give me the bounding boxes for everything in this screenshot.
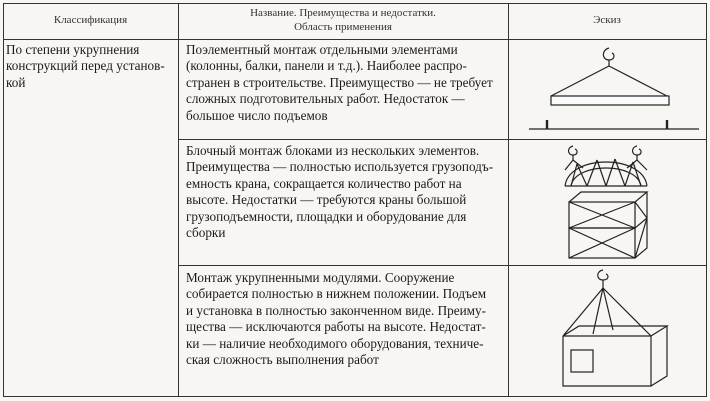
description-line: и установка в полностью законченном виде. Преиму- (186, 302, 486, 318)
header-sketch: Эскиз (593, 14, 621, 26)
header-name-advantages (178, 6, 508, 34)
crane-hook-single-beam-icon (509, 40, 705, 139)
header-classification: Классификация (53, 14, 128, 26)
method-description-module-mounting (186, 270, 504, 368)
description-line: грузоподъемности, площадки и оборудование для (186, 208, 467, 224)
description-line: большое число подъемов (186, 107, 328, 123)
description-line: емность крана, сокращается количество работ на (186, 175, 462, 191)
table-top-border (3, 3, 707, 4)
header-name-line-2: Область применения (294, 21, 392, 33)
description-line: ская сложность выполнения работ (186, 352, 379, 368)
description-line: сборки (186, 225, 226, 241)
column-divider-1 (178, 3, 179, 396)
truss-block-lift-icon (509, 140, 705, 265)
description-line: ки — наличие необходимого оборудования, техниче- (186, 335, 484, 351)
classification-line: конструкций перед установ- (6, 58, 165, 74)
classification-cell (6, 42, 176, 91)
description-line: высоте. Недостатки — требуются краны большой (186, 192, 467, 208)
classification-line: кой (6, 74, 26, 90)
description-line: (колонны, балки, панели и т.д.). Наиболее распро- (186, 58, 467, 74)
description-line: собирается полностью в нижнем положении. Подъем (186, 286, 487, 302)
description-line: сложных подготовительных работ. Недостаток — (186, 91, 465, 107)
method-description-element-mounting (186, 42, 504, 124)
table-left-border (3, 3, 4, 396)
header-name-line-1: Название. Преимущества и недостатки. (250, 7, 436, 19)
description-line: Поэлементный монтаж отдельными элементами (186, 42, 458, 57)
description-line: Преимущества — полностью используется грузоподъ- (186, 159, 494, 175)
module-lift-icon (509, 266, 705, 396)
table-bottom-border (3, 396, 707, 397)
method-description-block-mounting (186, 143, 504, 241)
description-line: странен в строительстве. Преимущество — не требует (186, 74, 493, 90)
classification-line: По степени укрупнения (6, 42, 140, 57)
description-line: щества — исключаются работы на высоте. Недостат- (186, 319, 486, 335)
description-line: Блочный монтаж блоками из нескольких элементов. (186, 143, 480, 158)
table-right-border (706, 3, 707, 396)
description-line: Монтаж укрупненными модулями. Сооружение (186, 270, 455, 285)
